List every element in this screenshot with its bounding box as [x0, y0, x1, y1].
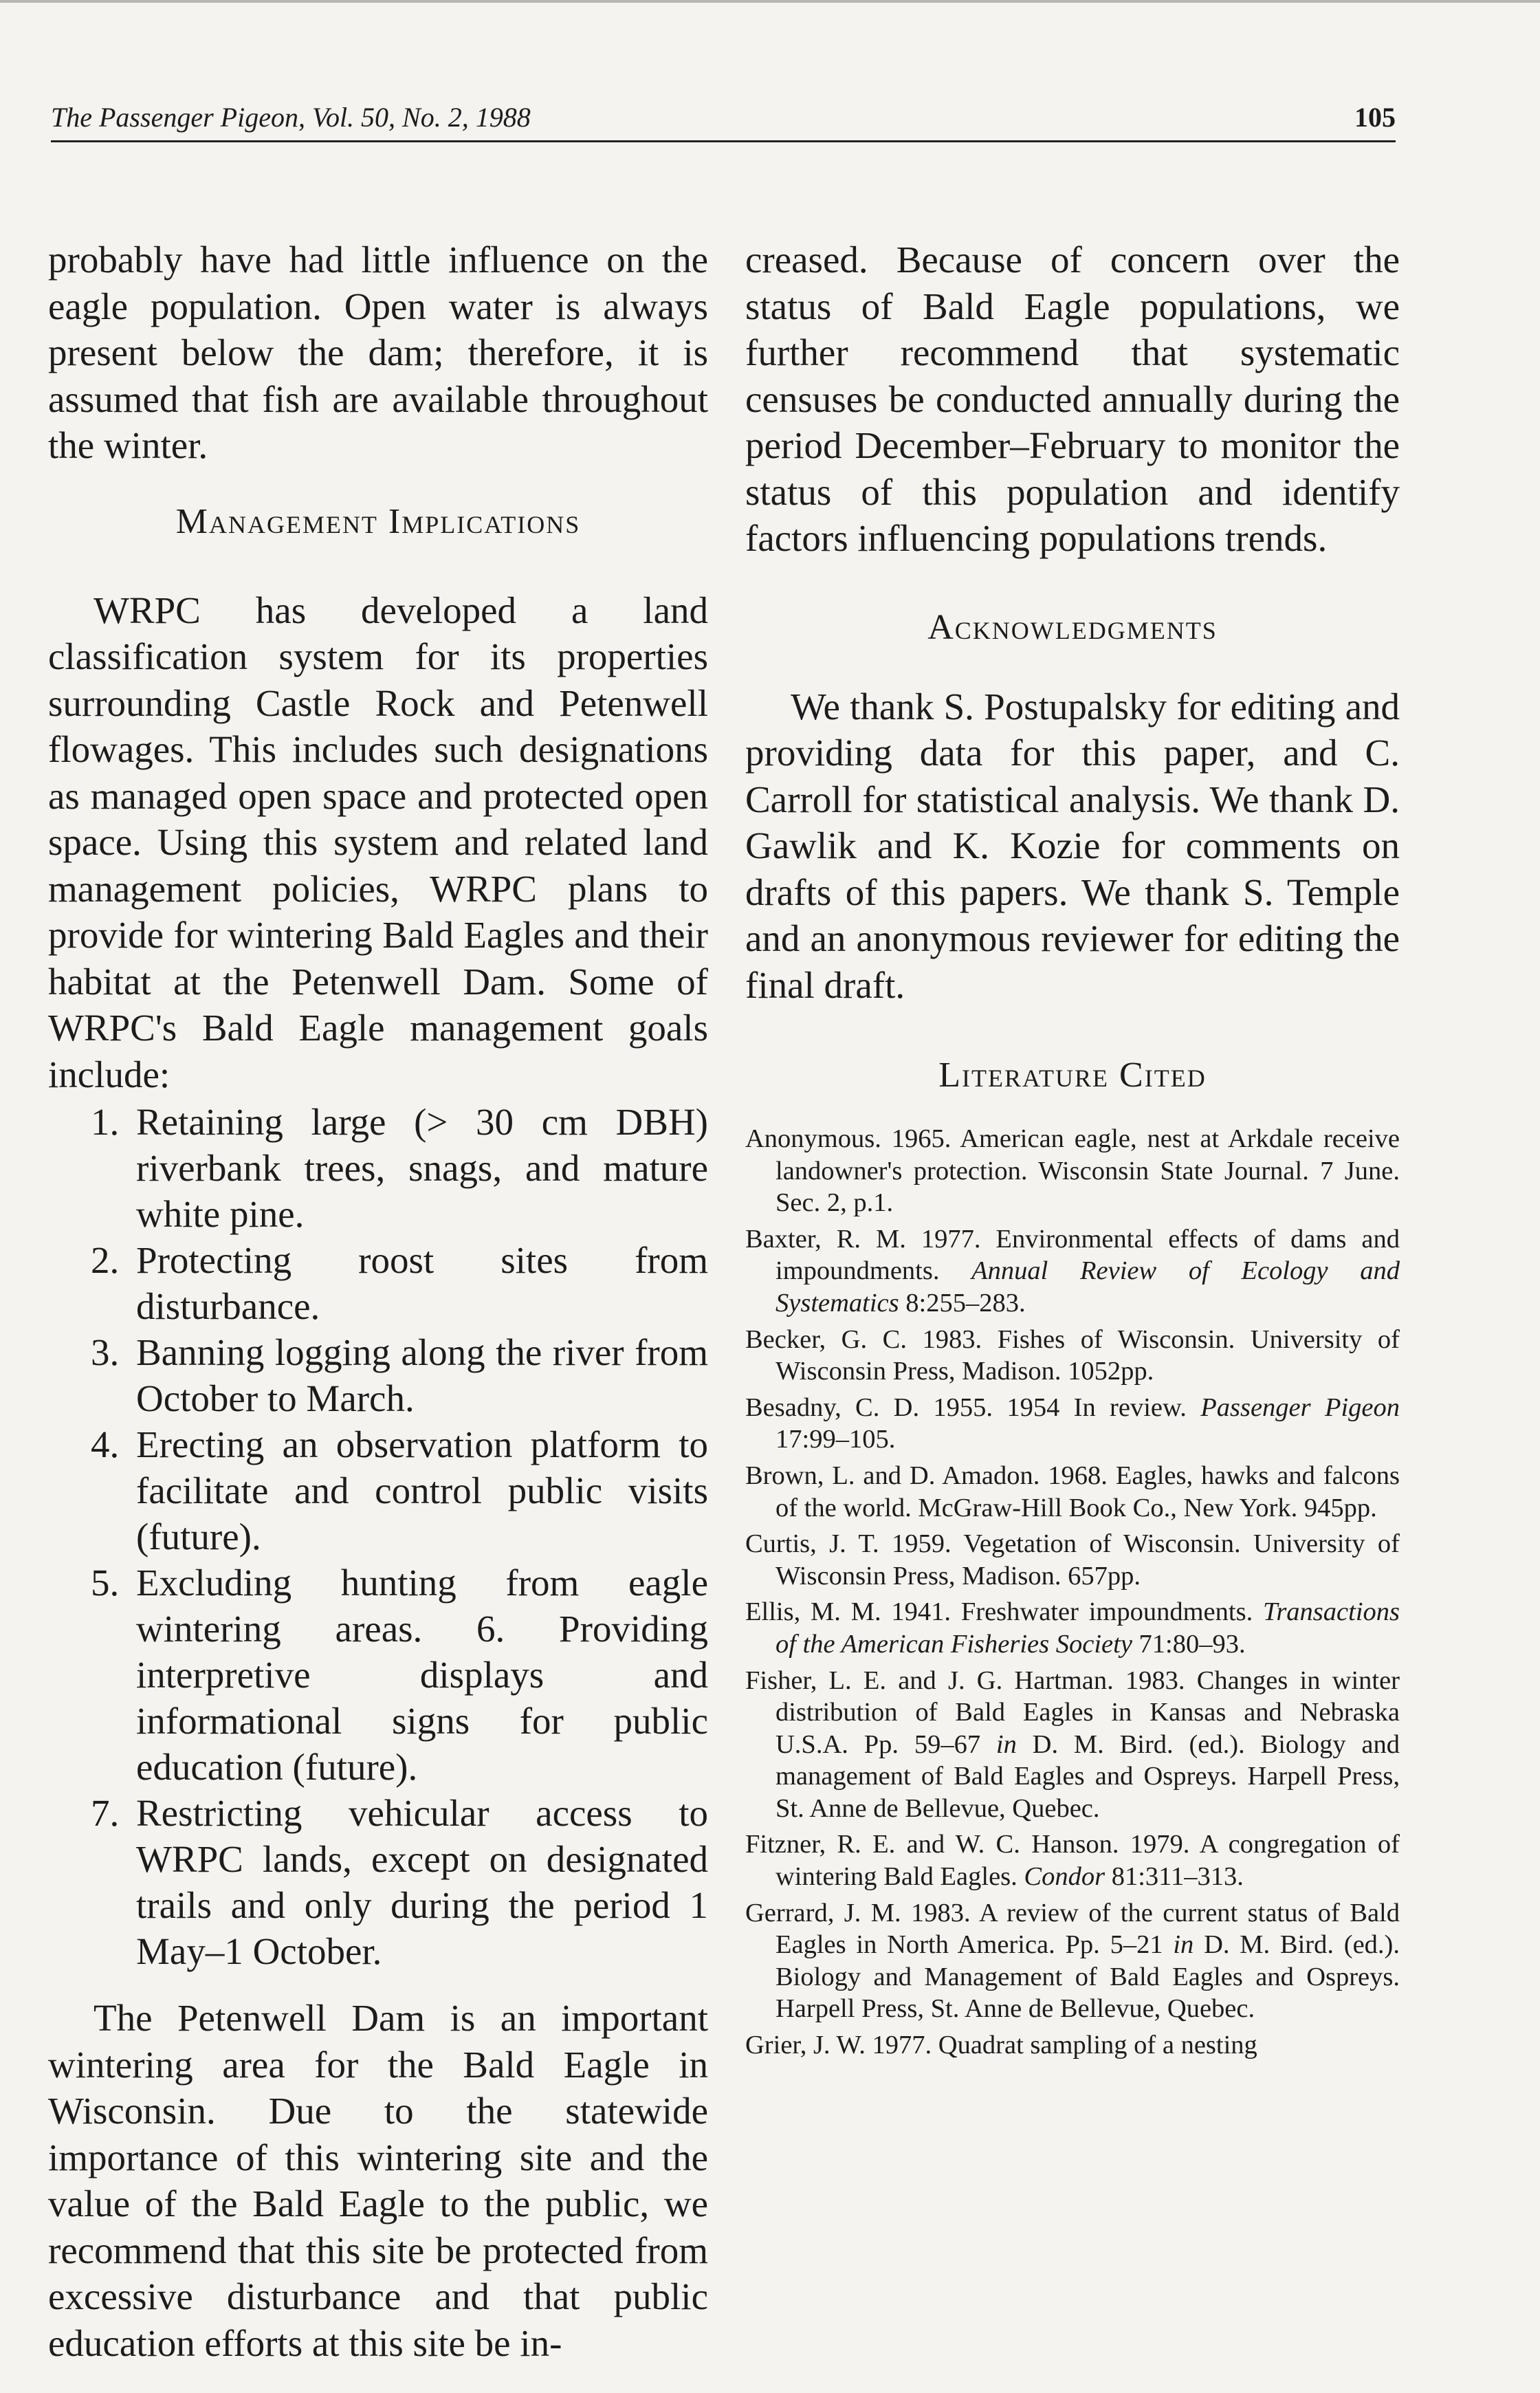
reference-entry: Fitzner, R. E. and W. C. Hanson. 1979. A congregation of wintering Bald Eagles. Condor 81:311–313.: [745, 1830, 1400, 1892]
reference-entry: Besadny, C. D. 1955. 1954 In review. Passenger Pigeon 17:99–105.: [745, 1392, 1400, 1454]
management-goals-list: [48, 1099, 708, 1974]
page-number: 105: [1354, 102, 1396, 133]
list-item: 3. Banning logging along the river from October to March.: [91, 1331, 708, 1419]
intro-paragraph: probably have had little influence on the eagle population. Open water is always present below the dam; therefore, it is assumed that fish are available throughout the winter.: [48, 239, 708, 466]
reference-entry: Becker, G. C. 1983. Fishes of Wisconsin. University of Wisconsin Press, Madison. 1052pp.: [745, 1324, 1400, 1386]
right-column: [745, 237, 1400, 2066]
reference-entry: Anonymous. 1965. American eagle, nest at Arkdale receive landowner's protection. Wisconsin State Journal. 7 June. Sec. 2, p.1.: [745, 1124, 1400, 1218]
reference-entry: Grier, J. W. 1977. Quadrat sampling of a nesting: [745, 2031, 1257, 2060]
reference-entry: Gerrard, J. M. 1983. A review of the current status of Bald Eagles in North America. Pp. 5–21 in D. M. Bird. (ed.). Biology and Management of Bald Eagles and Ospreys. Harpell Press, St. Anne de Bellevue, Quebec.: [745, 1898, 1400, 2024]
list-item: 4. Erecting an observation platform to facilitate and control public visits (future).: [91, 1423, 708, 1558]
closing-paragraph: The Petenwell Dam is an important wintering area for the Bald Eagle in Wisconsin. Due to the statewide importance of this wintering site and the value of the Bald Eagle to the public, we recommend that this site be protected from excessive disturbance and that public education efforts at this site be in-: [48, 1997, 708, 2364]
list-item: 7. Restricting vehicular access to WRPC lands, except on designated trails and only during the period 1 May–1 October.: [91, 1792, 708, 1972]
management-paragraph: WRPC has developed a land classification system for its properties surrounding Castle Rock and Petenwell flowages. This includes such designations as managed open space and protected open space. Using this system and related land management policies, WRPC plans to provide for wintering Bald Eagles and their habitat at the Petenwell Dam. Some of WRPC's Bald Eagle management goals include:: [48, 589, 708, 1095]
reference-entry: Fisher, L. E. and J. G. Hartman. 1983. Changes in winter distribution of Bald Eagles in Kansas and Nebraska U.S.A. Pp. 59–67 in D. M. Bird. (ed.). Biology and management of Bald Eagles and Ospreys. Harpell Press, St. Anne de Bellevue, Quebec.: [745, 1665, 1400, 1823]
list-item: 5. Excluding hunting from eagle wintering areas. 6. Providing interpretive displays and informational signs for public education (future).: [91, 1562, 708, 1788]
reference-entry: Baxter, R. M. 1977. Environmental effects of dams and impoundments. Annual Review of Ecology and Systematics 8:255–283.: [745, 1224, 1400, 1318]
acknowledgments-paragraph: We thank S. Postupalsky for editing and providing data for this paper, and C. Carroll for statistical analysis. We thank D. Gawlik and K. Kozie for comments on drafts of this papers. We thank S. Temple and an anonymous reviewer for editing the final draft.: [745, 685, 1400, 1006]
journal-title: The Passenger Pigeon, Vol. 50, No. 2, 1988: [51, 102, 531, 133]
reference-entry: Curtis, J. T. 1959. Vegetation of Wisconsin. University of Wisconsin Press, Madison. 657pp.: [745, 1529, 1400, 1591]
reference-entry: Ellis, M. M. 1941. Freshwater impoundments. Transactions of the American Fisheries Society 71:80–93.: [745, 1597, 1400, 1659]
reference-entry: Brown, L. and D. Amadon. 1968. Eagles, hawks and falcons of the world. McGraw-Hill Book Co., New York. 945pp.: [745, 1461, 1400, 1522]
references-list: [745, 1123, 1400, 2062]
left-column: [48, 237, 708, 2366]
scan-top-edge: [0, 0, 1540, 3]
list-item: 2. Protecting roost sites from disturbance.: [91, 1239, 708, 1327]
list-item: 1. Retaining large (> 30 cm DBH) riverbank trees, snags, and mature white pine.: [91, 1101, 708, 1235]
running-head: [51, 96, 1396, 142]
literature-cited-heading: Literature Cited: [938, 1056, 1207, 1095]
continuation-paragraph: creased. Because of concern over the status of Bald Eagle populations, we further recommend that systematic censuses be conducted annually during the period December–February to monitor the status of this population and identify factors influencing populations trends.: [745, 239, 1400, 559]
acknowledgments-heading: Acknowledgments: [927, 607, 1218, 647]
management-heading: Management Implications: [175, 501, 581, 541]
